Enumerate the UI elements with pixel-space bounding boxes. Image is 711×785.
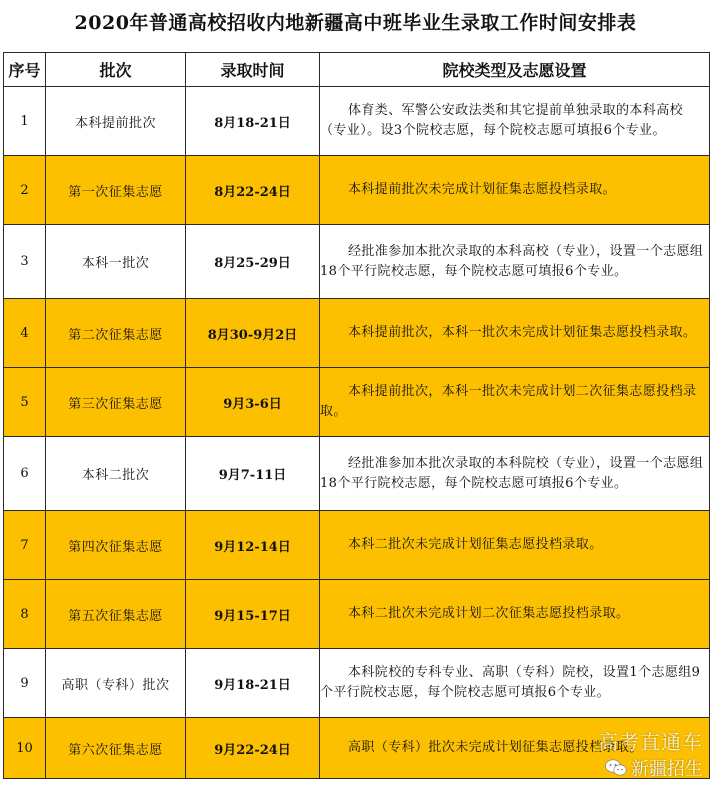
table-row [4, 580, 710, 649]
header-desc: 院校类型及志愿设置 [320, 53, 710, 87]
cell-time: 9月18-21日 [186, 649, 320, 718]
watermark-top: 高考直通车 [598, 730, 703, 754]
cell-time: 9月7-11日 [186, 437, 320, 511]
cell-desc-text: 体育类、军警公安政法类和其它提前单独录取的本科高校（专业）。设3个院校志愿，每个院校志愿可填报6个专业。 [320, 103, 684, 138]
table-row [4, 156, 710, 225]
cell-desc [320, 87, 710, 156]
cell-time: 8月30-9月2日 [186, 299, 320, 368]
table-row [4, 511, 710, 580]
cell-time: 9月3-6日 [186, 368, 320, 437]
cell-time: 9月12-14日 [186, 511, 320, 580]
cell-time: 9月22-24日 [186, 718, 320, 779]
cell-no: 5 [4, 368, 46, 437]
table-row [4, 87, 710, 156]
cell-desc-text: 本科二批次未完成计划二次征集志愿投档录取。 [348, 606, 630, 621]
cell-no: 10 [4, 718, 46, 779]
cell-no: 1 [4, 87, 46, 156]
cell-batch: 第二次征集志愿 [46, 299, 186, 368]
cell-batch: 本科提前批次 [46, 87, 186, 156]
cell-desc [320, 718, 710, 779]
cell-batch: 本科一批次 [46, 225, 186, 299]
header-time: 录取时间 [186, 53, 320, 87]
page-title: 2020年普通高校招收内地新疆高中班毕业生录取工作时间安排表 [74, 12, 637, 34]
cell-batch: 本科二批次 [46, 437, 186, 511]
cell-desc-text: 本科提前批次，本科一批次未完成计划二次征集志愿投档录取。 [320, 384, 697, 419]
cell-desc-text: 本科二批次未完成计划征集志愿投档录取。 [348, 537, 603, 552]
cell-desc [320, 225, 710, 299]
cell-batch: 第四次征集志愿 [46, 511, 186, 580]
cell-batch: 第六次征集志愿 [46, 718, 186, 779]
cell-no: 7 [4, 511, 46, 580]
header-batch: 批次 [46, 53, 186, 87]
table-row [4, 368, 710, 437]
cell-time: 8月25-29日 [186, 225, 320, 299]
table-header-row [4, 53, 710, 87]
cell-desc [320, 649, 710, 718]
cell-desc [320, 299, 710, 368]
cell-desc-text: 本科提前批次未完成计划征集志愿投档录取。 [348, 182, 617, 197]
cell-no: 2 [4, 156, 46, 225]
cell-no: 6 [4, 437, 46, 511]
table-row [4, 225, 710, 299]
cell-no: 3 [4, 225, 46, 299]
cell-batch: 高职（专科）批次 [46, 649, 186, 718]
watermark-bottom-text: 新疆招生 [631, 759, 703, 780]
schedule-table [3, 52, 710, 779]
cell-no: 8 [4, 580, 46, 649]
cell-batch: 第三次征集志愿 [46, 368, 186, 437]
cell-batch: 第五次征集志愿 [46, 580, 186, 649]
cell-desc [320, 580, 710, 649]
header-no: 序号 [4, 53, 46, 87]
cell-desc [320, 368, 710, 437]
cell-no: 9 [4, 649, 46, 718]
cell-time: 8月18-21日 [186, 87, 320, 156]
cell-desc [320, 156, 710, 225]
cell-desc-text: 本科院校的专科专业、高职（专科）院校，设置1个志愿组9个平行院校志愿，每个院校志愿可填报6个专业。 [320, 665, 701, 700]
cell-desc-text: 经批准参加本批次录取的本科高校（专业），设置一个志愿组18个平行院校志愿，每个院校志愿可填报6个专业。 [320, 243, 704, 279]
cell-desc [320, 511, 710, 580]
cell-batch: 第一次征集志愿 [46, 156, 186, 225]
table-row [4, 718, 710, 779]
cell-time: 8月22-24日 [186, 156, 320, 225]
table-row [4, 649, 710, 718]
table-row [4, 437, 710, 511]
cell-desc-text: 高职（专科）批次未完成计划征集志愿投档录取。 [348, 740, 643, 755]
cell-no: 4 [4, 299, 46, 368]
table-row [4, 299, 710, 368]
cell-desc-text: 本科提前批次，本科一批次未完成计划征集志愿投档录取。 [348, 325, 697, 340]
cell-desc [320, 437, 710, 511]
cell-desc-text: 经批准参加本批次录取的本科院校（专业），设置一个志愿组18个平行院校志愿，每个院校志愿可填报6个专业。 [320, 455, 704, 491]
cell-time: 9月15-17日 [186, 580, 320, 649]
